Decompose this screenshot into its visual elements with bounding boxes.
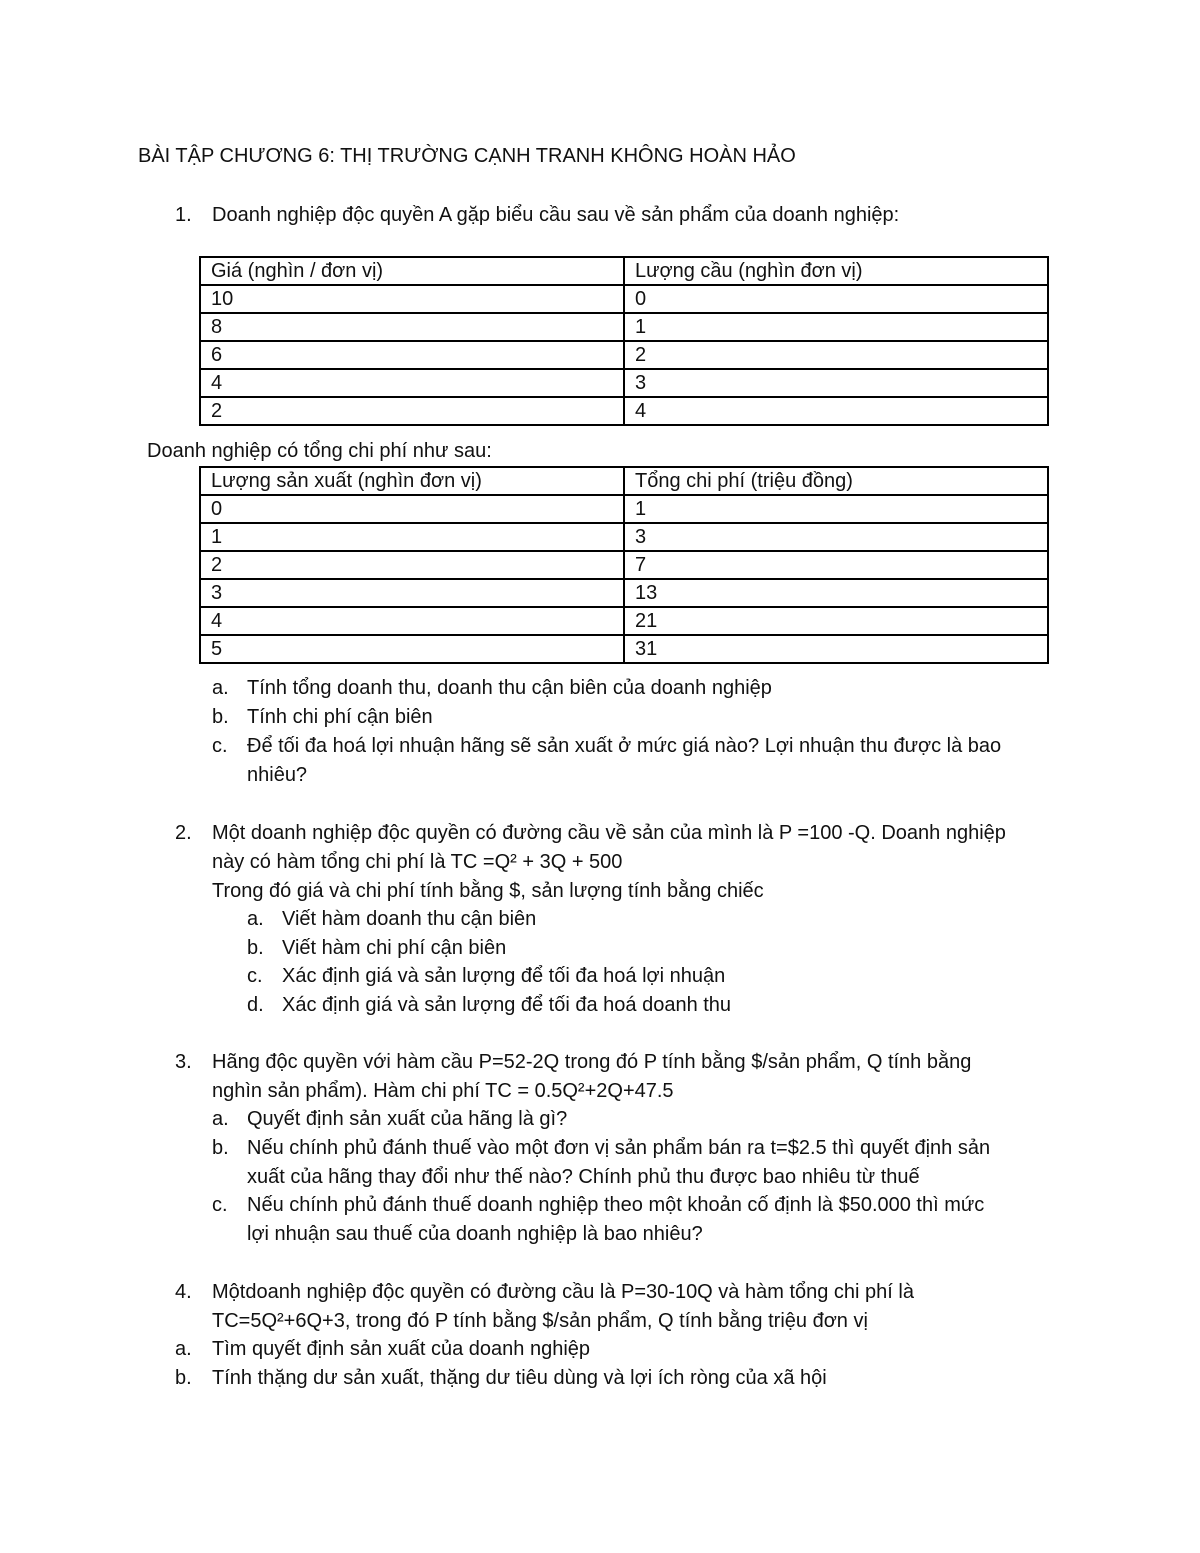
list-item: Tính tổng doanh thu, doanh thu cận biên của doanh nghiệp [247, 677, 772, 699]
table-cell: 3 [200, 579, 624, 607]
table-cell: 4 [200, 369, 624, 397]
list-item-continuation: lợi nhuận sau thuế của doanh nghiệp là bao nhiêu? [247, 1223, 703, 1245]
list-item-label: c. [247, 965, 263, 987]
table-cell: 31 [624, 635, 1048, 663]
question-1-number: 1. [175, 204, 192, 226]
table-cell: 4 [624, 397, 1048, 425]
list-item: Để tối đa hoá lợi nhuận hãng sẽ sản xuất ở mức giá nào? Lợi nhuận thu được là bao [247, 735, 1002, 757]
table-row [200, 397, 1048, 425]
table-row [200, 635, 1048, 663]
table-row [200, 579, 1048, 607]
list-item-label: a. [212, 677, 229, 699]
table-cell: 1 [200, 523, 624, 551]
cost-table [199, 466, 1049, 664]
table-cell: 4 [200, 607, 624, 635]
table-cell: 0 [200, 495, 624, 523]
question-4-number: 4. [175, 1281, 192, 1303]
table-cell: 7 [624, 551, 1048, 579]
table-header-cell: Lượng cầu (nghìn đơn vị) [624, 257, 1048, 285]
question-2-line: Trong đó giá và chi phí tính bằng $, sản lượng tính bằng chiếc [212, 880, 764, 902]
question-3-line: nghìn sản phẩm). Hàm chi phí TC = 0.5Q²+2Q+47.5 [212, 1080, 674, 1102]
list-item: Nếu chính phủ đánh thuế doanh nghiệp theo một khoản cố định là $50.000 thì mức [247, 1194, 985, 1216]
table-row [200, 495, 1048, 523]
table-cell: 2 [200, 397, 624, 425]
list-item-label: a. [175, 1338, 192, 1360]
list-item: Nếu chính phủ đánh thuế vào một đơn vị sản phẩm bán ra t=$2.5 thì quyết định sản [247, 1137, 991, 1159]
list-item: Tính chi phí cận biên [247, 706, 433, 728]
table-cell: 21 [624, 607, 1048, 635]
question-2-number: 2. [175, 822, 192, 844]
table-row [200, 285, 1048, 313]
table-row [200, 313, 1048, 341]
table-cell: 5 [200, 635, 624, 663]
list-item: Viết hàm doanh thu cận biên [282, 908, 537, 930]
table-cell: 3 [624, 523, 1048, 551]
cost-intro-text: Doanh nghiệp có tổng chi phí như sau: [147, 440, 492, 462]
table-cell: 13 [624, 579, 1048, 607]
table-cell: 10 [200, 285, 624, 313]
table-cell: 3 [624, 369, 1048, 397]
demand-table [199, 256, 1049, 426]
question-2-line: Một doanh nghiệp độc quyền có đường cầu về sản của mình là P =100 -Q. Doanh nghiệp [212, 822, 1006, 844]
table-cell: 1 [624, 313, 1048, 341]
question-2-line: này có hàm tổng chi phí là TC =Q² + 3Q + 500 [212, 851, 623, 873]
question-3-number: 3. [175, 1051, 192, 1073]
question-4-line: TC=5Q²+6Q+3, trong đó P tính bằng $/sản phẩm, Q tính bằng triệu đơn vị [212, 1310, 868, 1332]
table-cell: 0 [624, 285, 1048, 313]
table-header-cell: Lượng sản xuất (nghìn đơn vị) [200, 467, 624, 495]
list-item: Viết hàm chi phí cận biên [282, 937, 507, 959]
table-header-cell: Tổng chi phí (triệu đồng) [624, 467, 1048, 495]
list-item-label: b. [175, 1367, 192, 1389]
table-cell: 6 [200, 341, 624, 369]
list-item: Tính thặng dư sản xuất, thặng dư tiêu dùng và lợi ích ròng của xã hội [212, 1367, 827, 1389]
table-row [200, 551, 1048, 579]
question-3-line: Hãng độc quyền với hàm cầu P=52-2Q trong đó P tính bằng $/sản phẩm, Q tính bằng [212, 1051, 972, 1073]
list-item-label: a. [247, 908, 264, 930]
table-row [200, 607, 1048, 635]
list-item-label: c. [212, 1194, 228, 1216]
list-item: Tìm quyết định sản xuất của doanh nghiệp [212, 1338, 591, 1360]
table-cell: 8 [200, 313, 624, 341]
question-4-line: Mộtdoanh nghiệp độc quyền có đường cầu là P=30-10Q và hàm tổng chi phí là [212, 1281, 914, 1303]
table-header-row [200, 257, 1048, 285]
table-row [200, 369, 1048, 397]
table-cell: 2 [200, 551, 624, 579]
list-item-label: b. [212, 1137, 229, 1159]
list-item-continuation: xuất của hãng thay đổi như thế nào? Chính phủ thu được bao nhiêu từ thuế [247, 1166, 920, 1188]
table-header-row [200, 467, 1048, 495]
list-item-label: c. [212, 735, 228, 757]
table-row [200, 341, 1048, 369]
list-item-label: b. [212, 706, 229, 728]
table-cell: 2 [624, 341, 1048, 369]
list-item: Xác định giá và sản lượng để tối đa hoá doanh thu [282, 994, 732, 1016]
table-cell: 1 [624, 495, 1048, 523]
question-1-text: Doanh nghiệp độc quyền A gặp biểu cầu sau về sản phẩm của doanh nghiệp: [212, 204, 900, 226]
page-title: BÀI TẬP CHƯƠNG 6: THỊ TRƯỜNG CẠNH TRANH KHÔNG HOÀN HẢO [138, 145, 796, 167]
list-item-label: a. [212, 1108, 229, 1130]
list-item: Quyết định sản xuất của hãng là gì? [247, 1108, 568, 1130]
table-header-cell: Giá (nghìn / đơn vị) [200, 257, 624, 285]
table-row [200, 523, 1048, 551]
list-item-label: d. [247, 994, 264, 1016]
list-item: Xác định giá và sản lượng để tối đa hoá lợi nhuận [282, 965, 726, 987]
list-item-continuation: nhiêu? [247, 764, 308, 786]
list-item-label: b. [247, 937, 264, 959]
